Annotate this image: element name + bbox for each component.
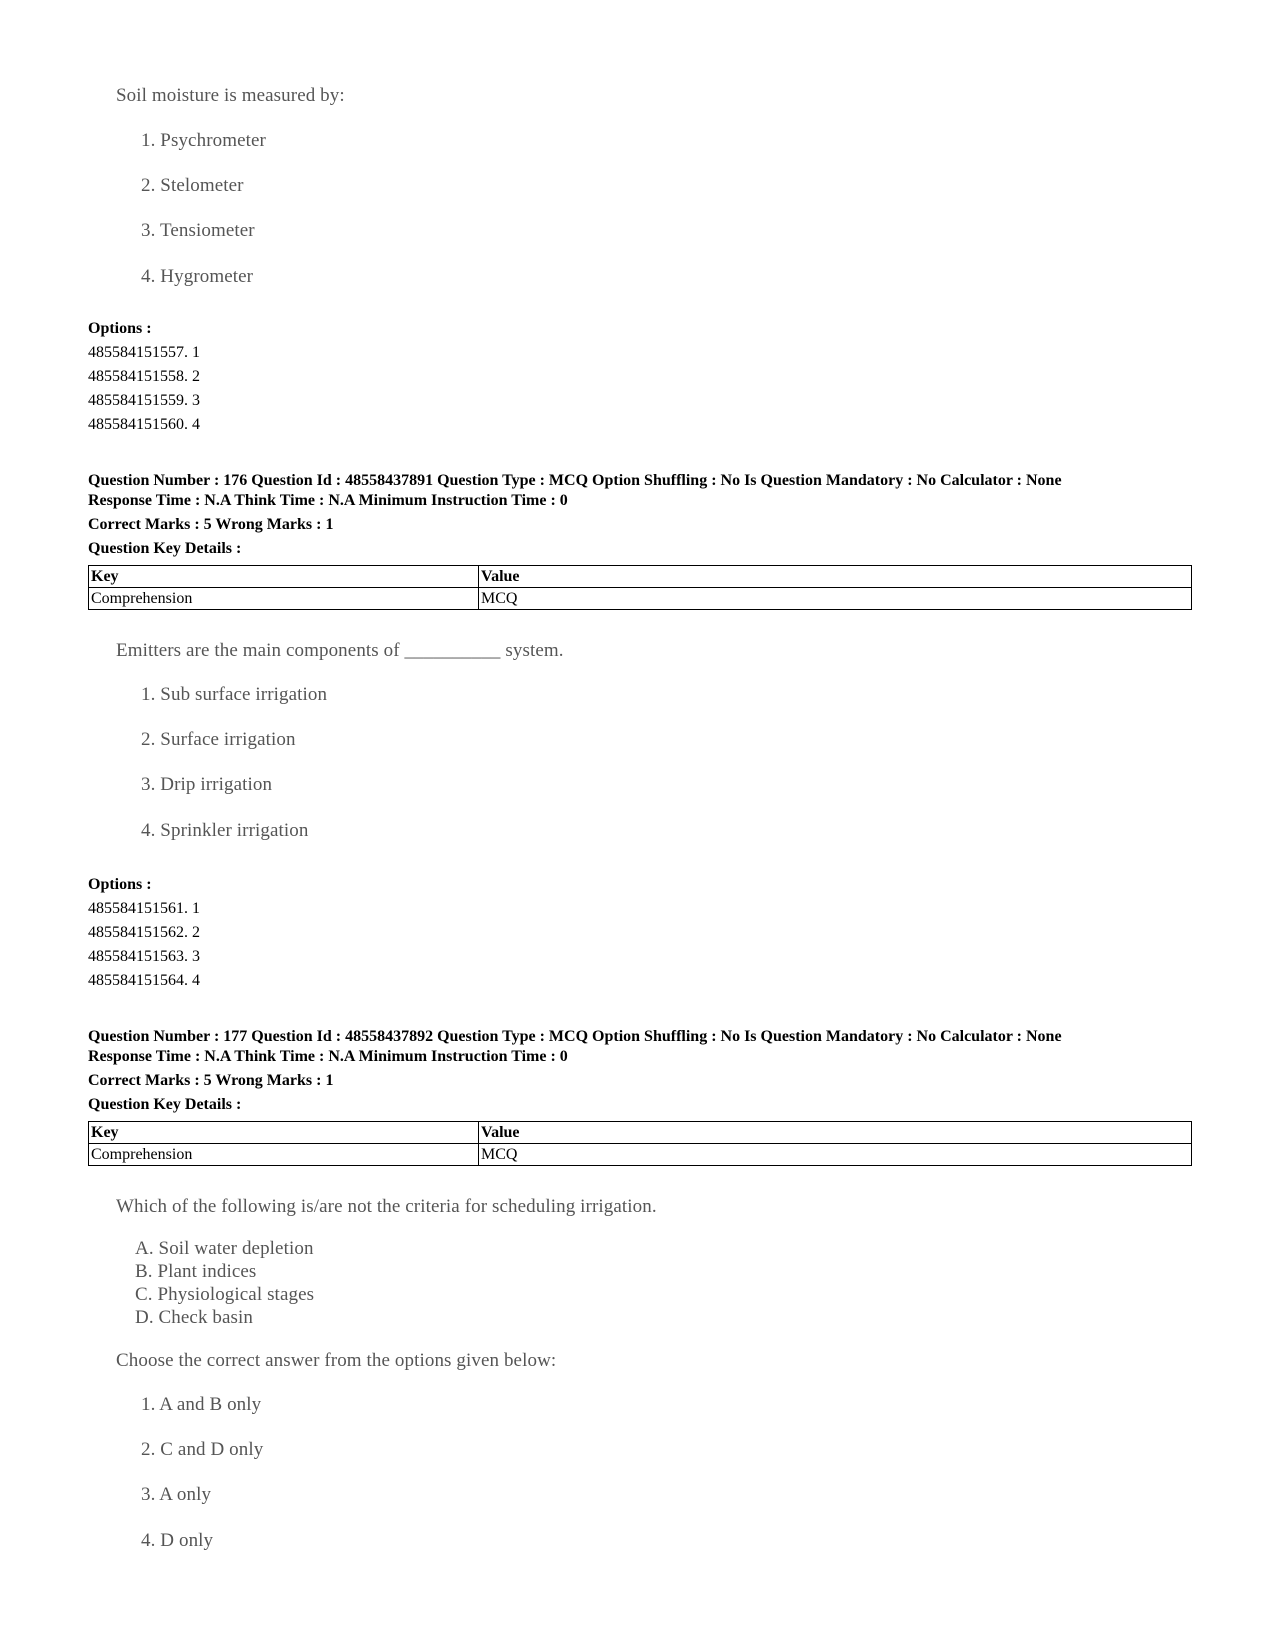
- question-marks: Correct Marks : 5 Wrong Marks : 1: [88, 1072, 334, 1089]
- statement-b: B. Plant indices: [135, 1261, 257, 1282]
- choice-2: 2. C and D only: [141, 1439, 264, 1460]
- question-meta-line-1: Question Number : 176 Question Id : 48558437891 Question Type : MCQ Option Shuffling : No Is Question Mandatory : No Calculator : None: [88, 472, 1062, 489]
- table-cell-value: MCQ: [479, 588, 1192, 610]
- question-key-details-label: Question Key Details :: [88, 540, 242, 557]
- option-id-4: 485584151560. 4: [88, 416, 200, 433]
- statement-c: C. Physiological stages: [135, 1284, 315, 1305]
- choice-4: 4. Sprinkler irrigation: [141, 820, 309, 841]
- table-cell-key: Comprehension: [89, 588, 479, 610]
- question-meta-line-1: Question Number : 177 Question Id : 48558437892 Question Type : MCQ Option Shuffling : No Is Question Mandatory : No Calculator : None: [88, 1028, 1062, 1045]
- table-header-value: Value: [479, 566, 1192, 588]
- table-header-value: Value: [479, 1122, 1192, 1144]
- stem-post: system.: [505, 640, 564, 661]
- option-id-2: 485584151558. 2: [88, 368, 200, 385]
- option-id-4: 485584151564. 4: [88, 972, 200, 989]
- table-row: [89, 1144, 1192, 1166]
- choice-2: 2. Surface irrigation: [141, 729, 296, 750]
- statement-d: D. Check basin: [135, 1307, 254, 1328]
- choice-4: 4. Hygrometer: [141, 266, 254, 287]
- option-id-3: 485584151559. 3: [88, 392, 200, 409]
- option-id-1: 485584151557. 1: [88, 344, 200, 361]
- choice-1: 1. A and B only: [141, 1394, 262, 1415]
- table-cell-key: Comprehension: [89, 1144, 479, 1166]
- statement-a: A. Soil water depletion: [135, 1238, 314, 1259]
- question-instruction: Choose the correct answer from the options given below:: [116, 1350, 557, 1371]
- options-label: Options :: [88, 320, 152, 337]
- choice-1: 1. Psychrometer: [141, 130, 266, 151]
- table-header-row: [89, 566, 1192, 588]
- question-stem: Soil moisture is measured by:: [116, 85, 345, 106]
- stem-pre: Emitters are the main components of: [116, 640, 400, 661]
- table-header-key: Key: [89, 1122, 479, 1144]
- table-cell-value: MCQ: [479, 1144, 1192, 1166]
- question-key-details-label: Question Key Details :: [88, 1096, 242, 1113]
- option-id-3: 485584151563. 3: [88, 948, 200, 965]
- choice-3: 3. A only: [141, 1484, 212, 1505]
- option-id-1: 485584151561. 1: [88, 900, 200, 917]
- choice-3: 3. Tensiometer: [141, 220, 255, 241]
- question-key-table: [88, 1121, 1192, 1166]
- table-row: [89, 588, 1192, 610]
- choice-2: 2. Stelometer: [141, 175, 244, 196]
- question-stem: [116, 640, 564, 662]
- stem-blank: __________: [404, 640, 501, 661]
- question-stem: Which of the following is/are not the criteria for scheduling irrigation.: [116, 1196, 657, 1217]
- table-header-row: [89, 1122, 1192, 1144]
- choice-1: 1. Sub surface irrigation: [141, 684, 328, 705]
- question-meta-line-2: Response Time : N.A Think Time : N.A Minimum Instruction Time : 0: [88, 1048, 568, 1065]
- table-header-key: Key: [89, 566, 479, 588]
- option-id-2: 485584151562. 2: [88, 924, 200, 941]
- question-meta-line-2: Response Time : N.A Think Time : N.A Minimum Instruction Time : 0: [88, 492, 568, 509]
- choice-3: 3. Drip irrigation: [141, 774, 273, 795]
- choice-4: 4. D only: [141, 1530, 214, 1551]
- question-marks: Correct Marks : 5 Wrong Marks : 1: [88, 516, 334, 533]
- question-key-table: [88, 565, 1192, 610]
- options-label: Options :: [88, 876, 152, 893]
